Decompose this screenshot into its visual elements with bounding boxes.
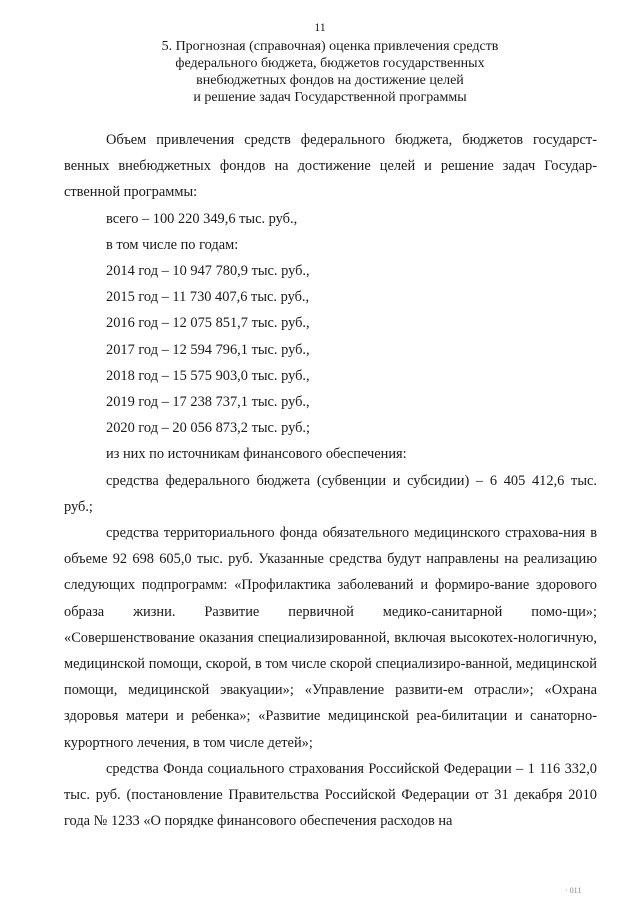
territorial-fund-paragraph: средства территориального фонда обязательного медицинского страхова-ния в объеме 92 698 605,0 тыс. руб. Указанные средства будут направлены на реализацию следующих подпрограмм: «Профилактика заболеваний и формиро-вание здорового образа жизни. Развитие первичной медико-санитарной помо-щи»; «Совершенствование оказания специализированной, включая высокотех-нологичную, медицинской помощи, скорой, в том числе скорой специализиро-ванной, медицинской помощи, медицинской эвакуации»; «Управление развити-ем отрасли»; «Охрана здоровья матери и ребенка»; «Развитие медицинской реа-билитации и санаторно-курортного лечения, в том числе детей»; (64, 525, 597, 751)
year-amount: 2017 год – 12 594 796,1 тыс. руб., (106, 341, 310, 358)
body-text (64, 127, 597, 834)
year-amount: 2019 год – 17 238 737,1 тыс. руб., (106, 394, 310, 411)
year-amount: 2018 год – 15 575 903,0 тыс. руб., (106, 367, 310, 384)
page-number: 11 (314, 20, 326, 34)
by-years-label: в том числе по годам: (106, 236, 239, 253)
social-fund-paragraph: средства Фонда социального страхования Российской Федерации – 1 116 332,0 тыс. руб. (постановление Правительства Российской Федерации от 31 декабря 2010 года № 1233 «О порядке финансового обеспечения расходов на (64, 760, 597, 830)
year-amount: 2015 год – 11 730 407,6 тыс. руб., (106, 289, 310, 306)
year-amount: 2014 год – 10 947 780,9 тыс. руб., (106, 263, 310, 280)
federal-budget-paragraph: средства федерального бюджета (субвенции и субсидии) – 6 405 412,6 тыс. руб.; (64, 472, 597, 515)
corner-mark: · 011 (565, 886, 582, 895)
sources-label: из них по источникам финансового обеспечения: (106, 446, 407, 463)
section-title (120, 38, 540, 106)
section-title-line: 5. Прогнозная (справочная) оценка привлечения средств (161, 39, 499, 54)
year-amount: 2020 год – 20 056 873,2 тыс. руб.; (106, 420, 311, 437)
total-amount: всего – 100 220 349,6 тыс. руб., (106, 210, 298, 227)
intro-paragraph: Объем привлечения средств федерального бюджета, бюджетов государст-венных внебюджетных фондов на достижение целей и решение задач Государ-ственной программы: (64, 132, 597, 201)
year-amount: 2016 год – 12 075 851,7 тыс. руб., (106, 315, 310, 332)
section-title-line: внебюджетных фондов на достижение целей (196, 73, 464, 88)
section-title-line: федерального бюджета, бюджетов государственных (175, 56, 485, 71)
section-title-line: и решение задач Государственной программы (193, 90, 467, 105)
